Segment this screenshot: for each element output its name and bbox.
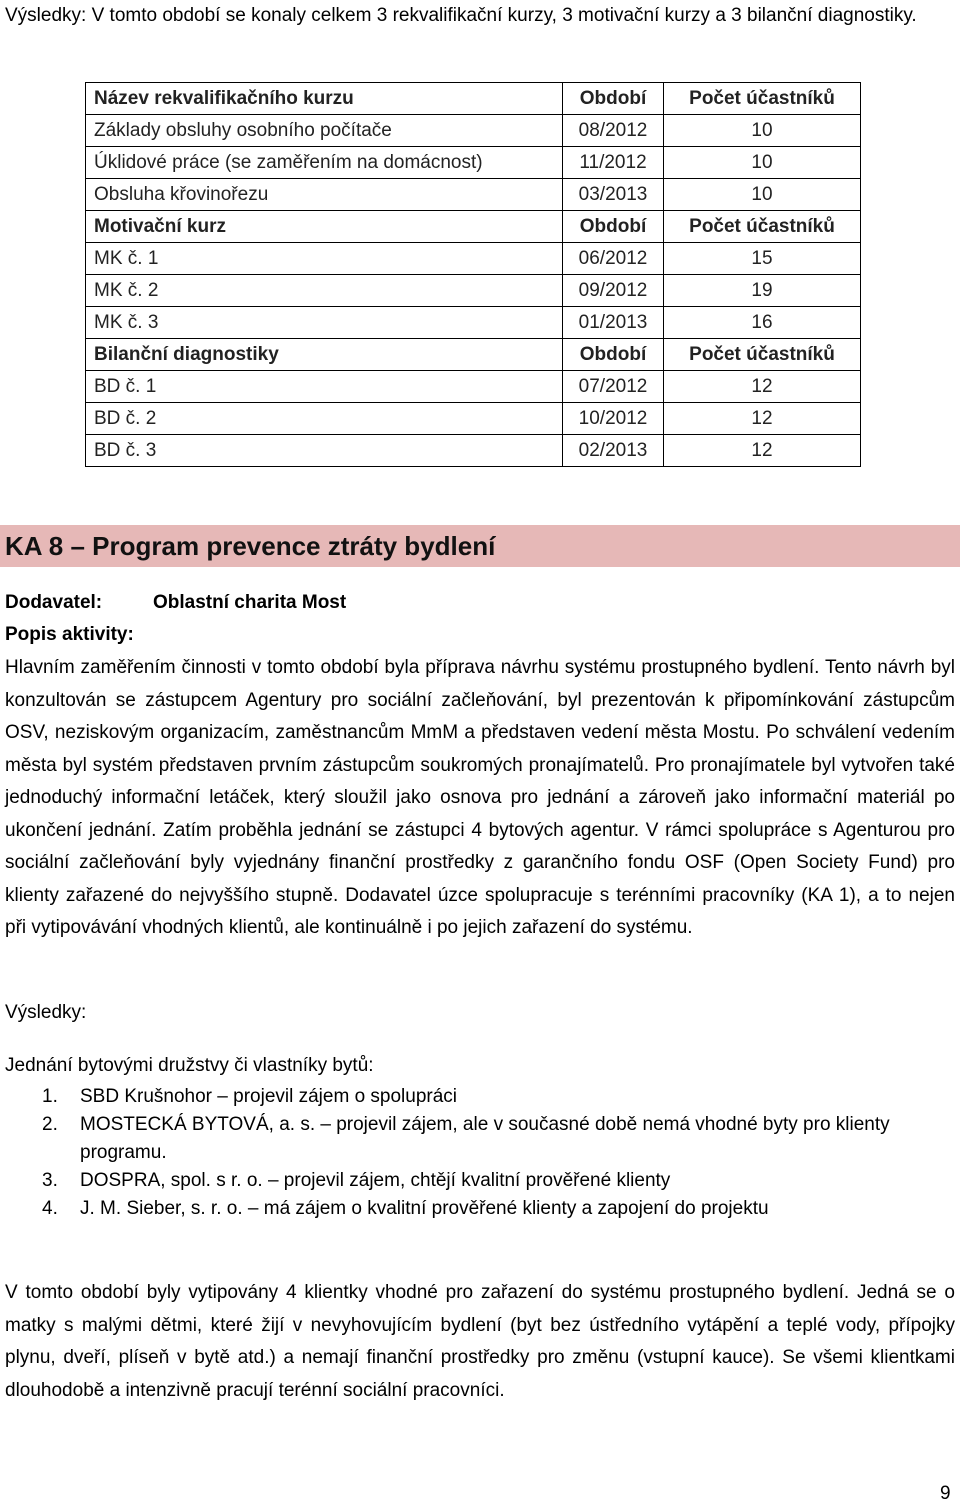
table-cell: 11/2012: [563, 147, 664, 179]
table-row: [86, 147, 861, 179]
table-header-cell: Počet účastníků: [664, 83, 861, 115]
table-row: [86, 435, 861, 467]
table-cell: 10: [664, 115, 861, 147]
section-title: KA 8 – Program prevence ztráty bydlení: [0, 525, 960, 567]
list-item-number: 3.: [42, 1170, 58, 1191]
table-cell: 10: [664, 147, 861, 179]
table-cell: 16: [664, 307, 861, 339]
list-item-text: MOSTECKÁ BYTOVÁ, a. s. – projevil zájem, ale v současné době nemá vhodné byty pro klienty programu.: [80, 1114, 890, 1163]
negotiations-label: Jednání bytovými družstvy či vlastníky bytů:: [5, 1055, 374, 1076]
activity-description: Hlavním zaměřením činnosti v tomto období byla příprava návrhu systému prostupného bydlení. Tento návrh byl konzultován se zástupcem Agentury pro sociální začleňování, byl prezentován k připomínkování zástupcům OSV, neziskovým organizacím, zaměstnancům MmM a představen vedení města Mostu. Po schválení vedením města byl systém představen prvním zástupcům soukromých pronajímatelů. Pro pronajímatele byl vytvořen také jednoduchý informační letáček, který sloužil jako osnova pro jednání a zároveň jako informační materiál po ukončení jednání. Zatím proběhla jednání se zástupci 4 bytových agentur. V rámci spolupráce s Agenturou pro sociální začleňování byly vyjednány finanční prostředky z garančního fondu OSF (Open Society Fund) pro klienty zařazené do nejvyššího stupně. Dodavatel úzce spolupracuje s terénními pracovníky (KA 1), a to nejen při vytipovávání vhodných klientů, ale kontinuálně i po jejich zařazení do systému.: [5, 657, 955, 938]
list-item-text: DOSPRA, spol. s r. o. – projevil zájem, chtějí kvalitní prověřené klienty: [80, 1170, 671, 1191]
table-header-cell: Počet účastníků: [664, 211, 861, 243]
table-cell: BD č. 2: [86, 403, 563, 435]
table-header-cell: Název rekvalifikačního kurzu: [86, 83, 563, 115]
list-item-number: 4.: [42, 1198, 58, 1219]
table-row: [86, 371, 861, 403]
table-cell: Základy obsluhy osobního počítače: [86, 115, 563, 147]
table-cell: 08/2012: [563, 115, 664, 147]
table-cell: 03/2013: [563, 179, 664, 211]
table-cell: 02/2013: [563, 435, 664, 467]
table-cell: 12: [664, 435, 861, 467]
intro-text: Výsledky: V tomto období se konaly celkem 3 rekvalifikační kurzy, 3 motivační kurzy a 3 bilanční diagnostiky.: [5, 5, 917, 26]
table-row: [86, 275, 861, 307]
table-row: [86, 403, 861, 435]
list-item-text: SBD Krušnohor – projevil zájem o spolupráci: [80, 1086, 458, 1107]
table-cell: BD č. 1: [86, 371, 563, 403]
page-number: 9: [940, 1483, 951, 1504]
table-cell: 10/2012: [563, 403, 664, 435]
list-item: [5, 1167, 955, 1195]
organizations-list: [5, 1083, 955, 1223]
table-header-cell: Motivační kurz: [86, 211, 563, 243]
table-row: [86, 115, 861, 147]
table-cell: 12: [664, 371, 861, 403]
list-item: [5, 1195, 955, 1223]
table-cell: 15: [664, 243, 861, 275]
table-header-cell: Období: [563, 339, 664, 371]
table-row: [86, 179, 861, 211]
table-cell: MK č. 2: [86, 275, 563, 307]
table-header-cell: Období: [563, 211, 664, 243]
table-header-cell: Počet účastníků: [664, 339, 861, 371]
list-item-number: 2.: [42, 1114, 58, 1135]
list-item: [5, 1111, 955, 1167]
table-row: [86, 307, 861, 339]
table-cell: Obsluha křovinořezu: [86, 179, 563, 211]
table-cell: BD č. 3: [86, 435, 563, 467]
table-cell: 19: [664, 275, 861, 307]
table-section-header: [86, 211, 861, 243]
results-label: Výsledky:: [5, 1002, 87, 1023]
table-cell: MK č. 1: [86, 243, 563, 275]
table-cell: 01/2013: [563, 307, 664, 339]
list-item-text: J. M. Sieber, s. r. o. – má zájem o kvalitní prověřené klienty a zapojení do projektu: [80, 1198, 769, 1219]
table-cell: 09/2012: [563, 275, 664, 307]
table-cell: 12: [664, 403, 861, 435]
courses-table: [85, 82, 861, 467]
closing-paragraph: V tomto období byly vytipovány 4 klientky vhodné pro zařazení do systému prostupného bydlení. Jedná se o matky s malými dětmi, které žijí v nevyhovujícím bydlení (byt bez ústředního vytápění a teplé vody, přípojky plynu, dveří, plíseň v bytě atd.) a nemají finanční prostředky pro změnu (vstupní kauce). Se všemi klientkami dlouhodobě a intenzivně pracují terénní sociální pracovníci.: [5, 1282, 955, 1401]
table-section-header: [86, 83, 861, 115]
table-section-header: [86, 339, 861, 371]
activity-label: Popis aktivity:: [5, 624, 134, 645]
table-cell: 10: [664, 179, 861, 211]
supplier-label: Dodavatel:: [5, 592, 103, 613]
table-header-cell: Bilanční diagnostiky: [86, 339, 563, 371]
table-header-cell: Období: [563, 83, 664, 115]
list-item-number: 1.: [42, 1086, 58, 1107]
list-item: [5, 1083, 955, 1111]
table-cell: 06/2012: [563, 243, 664, 275]
courses-table-body: [86, 83, 861, 467]
table-row: [86, 243, 861, 275]
table-cell: Úklidové práce (se zaměřením na domácnost): [86, 147, 563, 179]
table-cell: 07/2012: [563, 371, 664, 403]
supplier-name: Oblastní charita Most: [153, 592, 347, 613]
table-cell: MK č. 3: [86, 307, 563, 339]
